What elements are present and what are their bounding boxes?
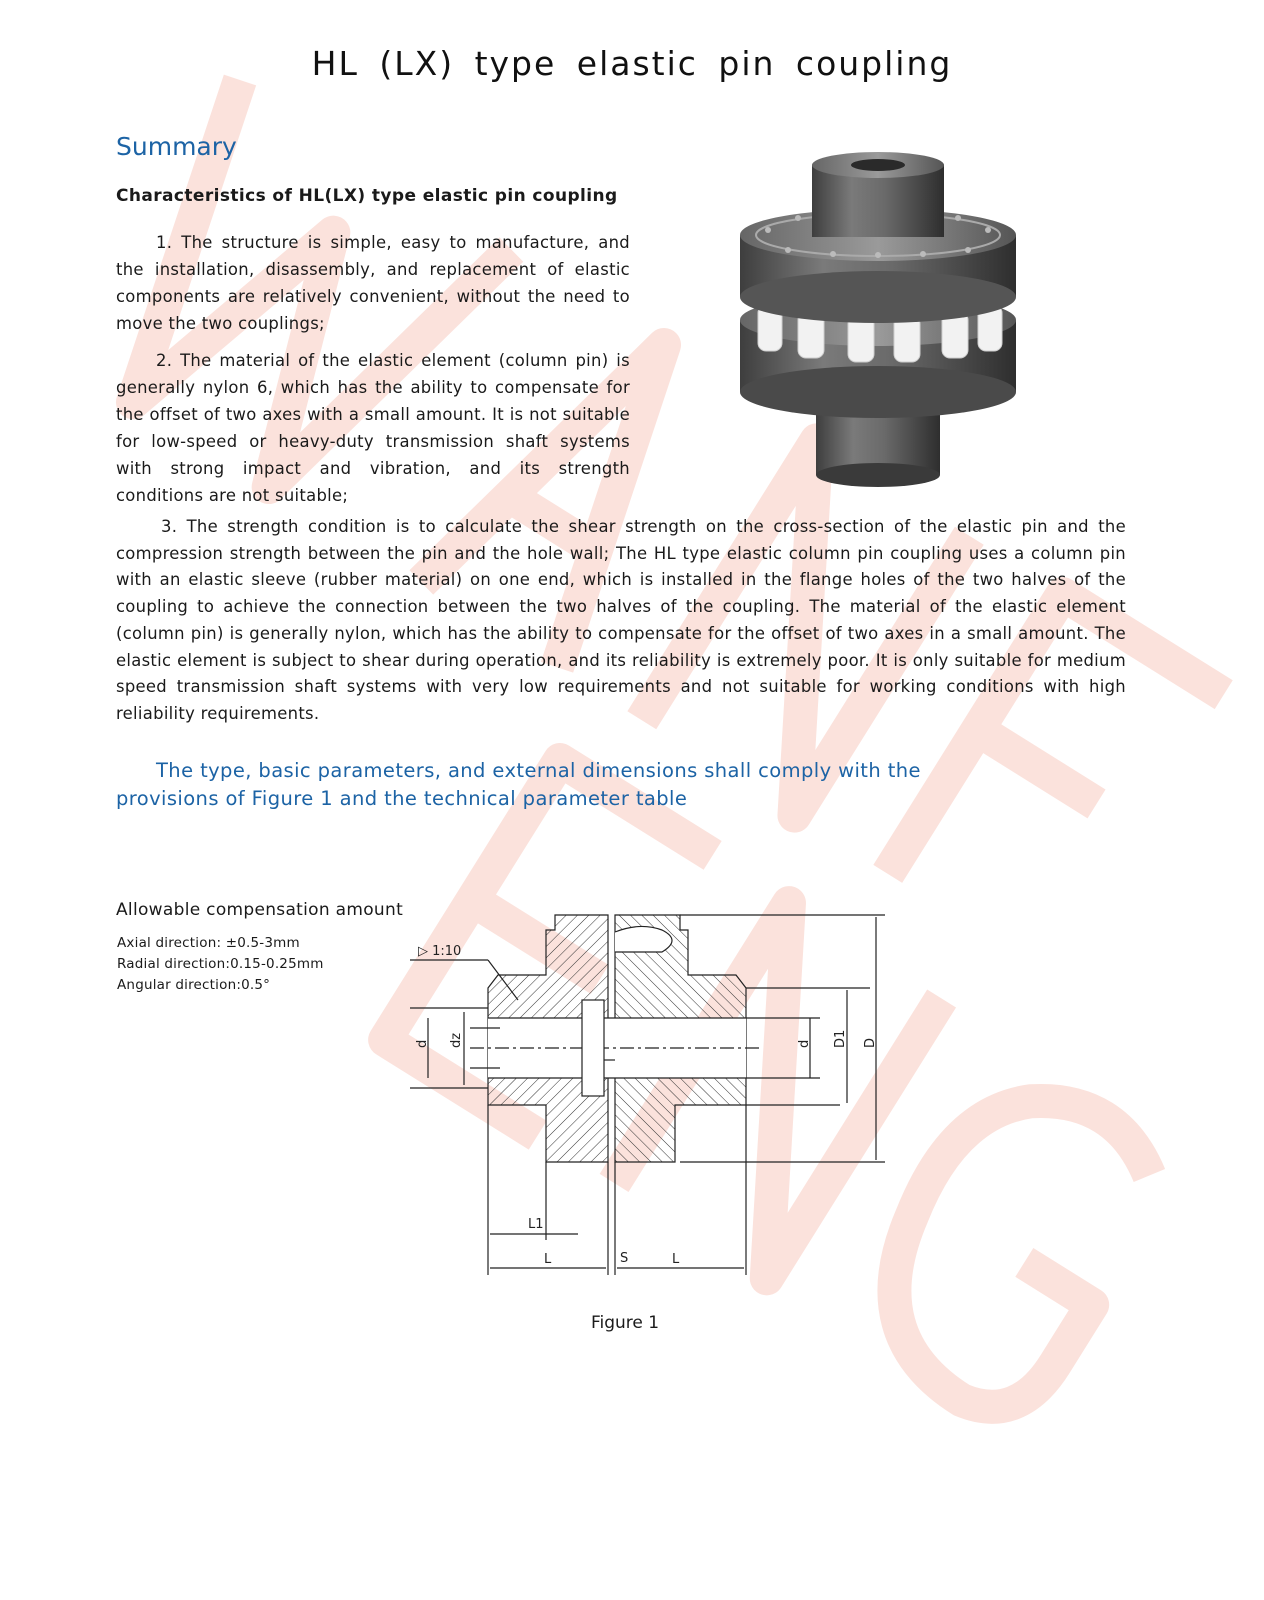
taper-label: ▷ 1:10: [418, 944, 462, 959]
D1-label: D1: [833, 1029, 848, 1048]
L-label-right: L: [672, 1252, 680, 1267]
L-label-left: L: [544, 1252, 552, 1267]
figure-caption: Figure 1: [590, 1313, 660, 1333]
L1-label: L1: [528, 1217, 544, 1232]
page-title: HL (LX) type elastic pin coupling: [311, 44, 953, 83]
section-heading-summary: Summary: [116, 132, 237, 161]
coupling-product-photo: [728, 150, 1028, 495]
coupling-technical-drawing: [400, 900, 900, 1290]
S-label: S: [620, 1251, 629, 1266]
d-label-right: d: [797, 1039, 812, 1048]
characteristic-paragraph-1: 1. The structure is simple, easy to manufacture, and the installation, disassembly, and replacement of elastic components are relatively convenient, without the need to move the two couplings;: [116, 233, 630, 333]
dz-label: dz: [449, 1032, 464, 1048]
characteristic-paragraph-3: 3. The strength condition is to calculate the shear strength on the cross-section of the elastic pin and the compression strength between the pin and the hole wall; The HL type elastic column pin coupling uses a column pin with an elastic sleeve (rubber material) on one end, which is installed in the flange holes of the two halves of the coupling to achieve the connection between the two halves of the coupling. The material of the elastic element (column pin) is generally nylon, which has the ability to compensate for the offset of two axes in a small amount. The elastic element is subject to shear during operation, and its reliability is extremely poor. It is only suitable for medium speed transmission shaft systems with very low requirements and not suitable for working conditions with high reliability requirements.: [116, 517, 1126, 723]
axial-compensation: Axial direction: ±0.5-3mm: [117, 935, 300, 951]
D-label: D: [863, 1037, 878, 1048]
characteristics-subheading: Characteristics of HL(LX) type elastic pin coupling: [116, 186, 618, 206]
d-label-left: d: [415, 1039, 430, 1048]
radial-compensation: Radial direction:0.15-0.25mm: [117, 956, 324, 972]
compensation-title: Allowable compensation amount: [116, 900, 404, 920]
dimensions-note: The type, basic parameters, and external dimensions shall comply with the provisions of Figure 1 and the technical parameter table: [116, 759, 921, 810]
compensation-list: [117, 933, 324, 996]
characteristic-paragraph-2: 2. The material of the elastic element (column pin) is generally nylon 6, which has the ability to compensate for the offset of two axes with a small amount. It is not suitable for low-speed or heavy-duty transmission shaft systems with strong impact and vibration, and its strength conditions are not suitable;: [116, 351, 630, 505]
angular-compensation: Angular direction:0.5°: [117, 977, 271, 993]
